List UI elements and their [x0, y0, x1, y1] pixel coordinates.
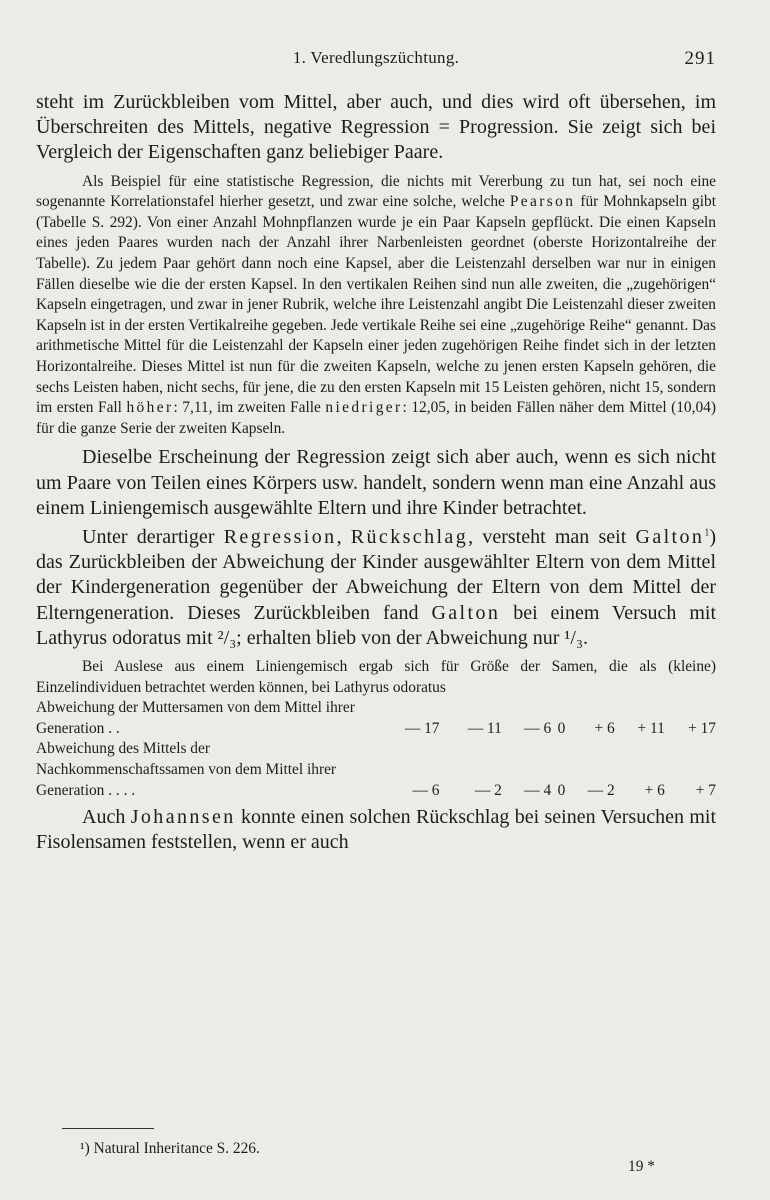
page-header: [36, 48, 716, 72]
page-number: 291: [684, 48, 716, 69]
author-johannsen: Johannsen: [130, 806, 236, 829]
table-cell: + 7: [695, 781, 716, 799]
table-cell: — 17: [404, 719, 440, 737]
fraction-two-thirds: ²/₃: [217, 626, 237, 649]
table-cell: + 17: [688, 719, 716, 737]
paragraph-example-pearson: [36, 172, 716, 440]
paragraph-continuation: steht im Zurückbleiben vom Mittel, aber auch, und dies wird oft übersehen, im Überschreiten des Mittels, negative Regression = Progression. Sie zeigt sich bei Vergleich der Eigenschaften ganz beliebiger Paare.: [36, 91, 716, 164]
paragraph-johannsen: [36, 805, 716, 855]
p2-part-a: Als Beispiel für eine statistische Regression, die nichts mit Vererbung zu tun hat, sei noch eine sogenannte Korrelationstafel hierher gesetzt, und zwar eine solche, welche: [36, 172, 716, 211]
author-pearson: Pearson: [509, 193, 576, 211]
author-galton-2: Galton: [431, 601, 501, 624]
table-cell: — 2: [474, 781, 502, 799]
table-cell: — 2: [587, 781, 615, 799]
table-cell: 0: [557, 719, 566, 737]
p4-part-c: ) das Zurückbleiben der Abweichung der Kinder ausgewählter Eltern von dem Mittel der Kindergeneration gegenüber der Abweichung der Eltern von dem Mittel der Elterngeneration. Dieses Zurückbleiben fand: [36, 525, 716, 624]
table-row: [36, 739, 716, 801]
author-galton: Galton: [635, 525, 705, 548]
running-title: 1. Veredlungszüchtung.: [292, 48, 460, 67]
p2-part-b: für Mohnkapseln gibt (Tabelle S. 292). Von einer Anzahl Mohnpflanzen wurde je ein Paar Kapseln gepflückt. Die einen Kapseln eines jeden Paares wurden nach der Anzahl ihrer Narbenleisten geordnet (oberste Horizontalreihe der Tabelle). Zu jedem Paar gehört dann noch eine Kapsel, aber die Leistenzahl derselben war nur in einigen Fällen dieselbe wie die der ersten Kapsel. In den vertikalen Reihen sind nun alle zweiten, die „zugehörigen“ Kapseln eingetragen, und zwar in jener Rubrik, welche ihre Leistenzahl angibt Die Leistenzahl dieser zweiten Kapseln ist in der ersten Vertikalreihe gegeben. Jede vertikale Reihe sei eine „zugehörige Reihe“ genannt. Das arithmetische Mittel für die Leistenzahl der Kapseln einer jeden zugehörigen Reihe findet sich in der letzten Horizontalreihe. Dieses Mittel ist nun für die zweiten Kapseln, welche zu jenen ersten Kapseln gehören, die sechs Leisten haben, nicht sechs, für jene, die zu den ersten Kapseln mit 15 Leisten gehören, nicht 15, sondern im ersten Fall: [36, 193, 716, 417]
row-label-mother-seeds: Abweichung der Muttersamen von dem Mittel ihrer Generation . .: [36, 699, 355, 737]
table-row: [36, 698, 716, 739]
term-rueckschlag: Rückschlag: [350, 525, 469, 548]
table-cell: + 6: [594, 719, 615, 737]
table-cell: + 11: [637, 719, 665, 737]
term-regression: Regression: [223, 525, 337, 548]
row-label-offspring-seeds: Abweichung des Mittels der Nachkommenschaftssamen von dem Mittel ihrer Generation . . . .: [36, 740, 337, 799]
paragraph-galton: [36, 525, 716, 651]
p6-part-a: Auch: [82, 806, 131, 829]
table-cell: — 4: [524, 781, 552, 799]
table-cell: 0: [557, 781, 566, 799]
page-body: [36, 90, 716, 856]
word-niedriger: niedriger: [325, 399, 403, 417]
deviation-table: [36, 698, 716, 801]
table-cell: — 11: [467, 719, 502, 737]
p4-part-f: .: [582, 626, 588, 649]
table-cell: — 6: [524, 719, 552, 737]
footnote-marker: 1: [704, 527, 710, 539]
paragraph-lathyrus-selection: Bei Auslese aus einem Liniengemisch ergab sich für Größe der Samen, die als (kleine) Einzelindividuen betrachtet werden können, bei Lathyrus odoratus: [36, 657, 716, 696]
p2-part-c: : 7,11, im zweiten Falle: [173, 399, 326, 417]
p4-part-a: Unter derartiger: [82, 525, 224, 548]
table-cell: + 6: [644, 781, 665, 799]
sheet-signature: 19 *: [628, 1158, 655, 1175]
p4-part-d: bei einem Versuch mit Lathyrus odoratus mit: [36, 601, 716, 649]
p4-comma: ,: [336, 525, 351, 548]
p6-part-b: konnte einen solchen Rückschlag bei seinen Versuchen mit Fisolensamen feststellen, wenn er auch: [36, 806, 716, 854]
footnote: ¹) Natural Inheritance S. 226.: [80, 1140, 260, 1157]
footnote-divider: [62, 1128, 154, 1129]
fraction-one-third: ¹/₃: [564, 626, 583, 649]
word-hoeher: höher: [126, 399, 174, 417]
paragraph-regression-phenomenon: Dieselbe Erscheinung der Regression zeigt sich aber auch, wenn es sich nicht um Paare von Teilen eines Körpers usw. handelt, sondern wenn man eine Anzahl aus einem Liniengemisch ausgewählte Eltern und ihre Kinder betrachtet.: [36, 446, 716, 519]
p4-part-b: , versteht man seit: [468, 525, 636, 548]
p2-part-d: : 12,05, in beiden Fällen näher dem Mittel (10,04) für die ganze Serie der zweiten Kapseln.: [36, 399, 716, 437]
table-cell: — 6: [412, 781, 440, 799]
p4-part-e: ; erhalten blieb von der Abweichung nur: [236, 626, 565, 649]
